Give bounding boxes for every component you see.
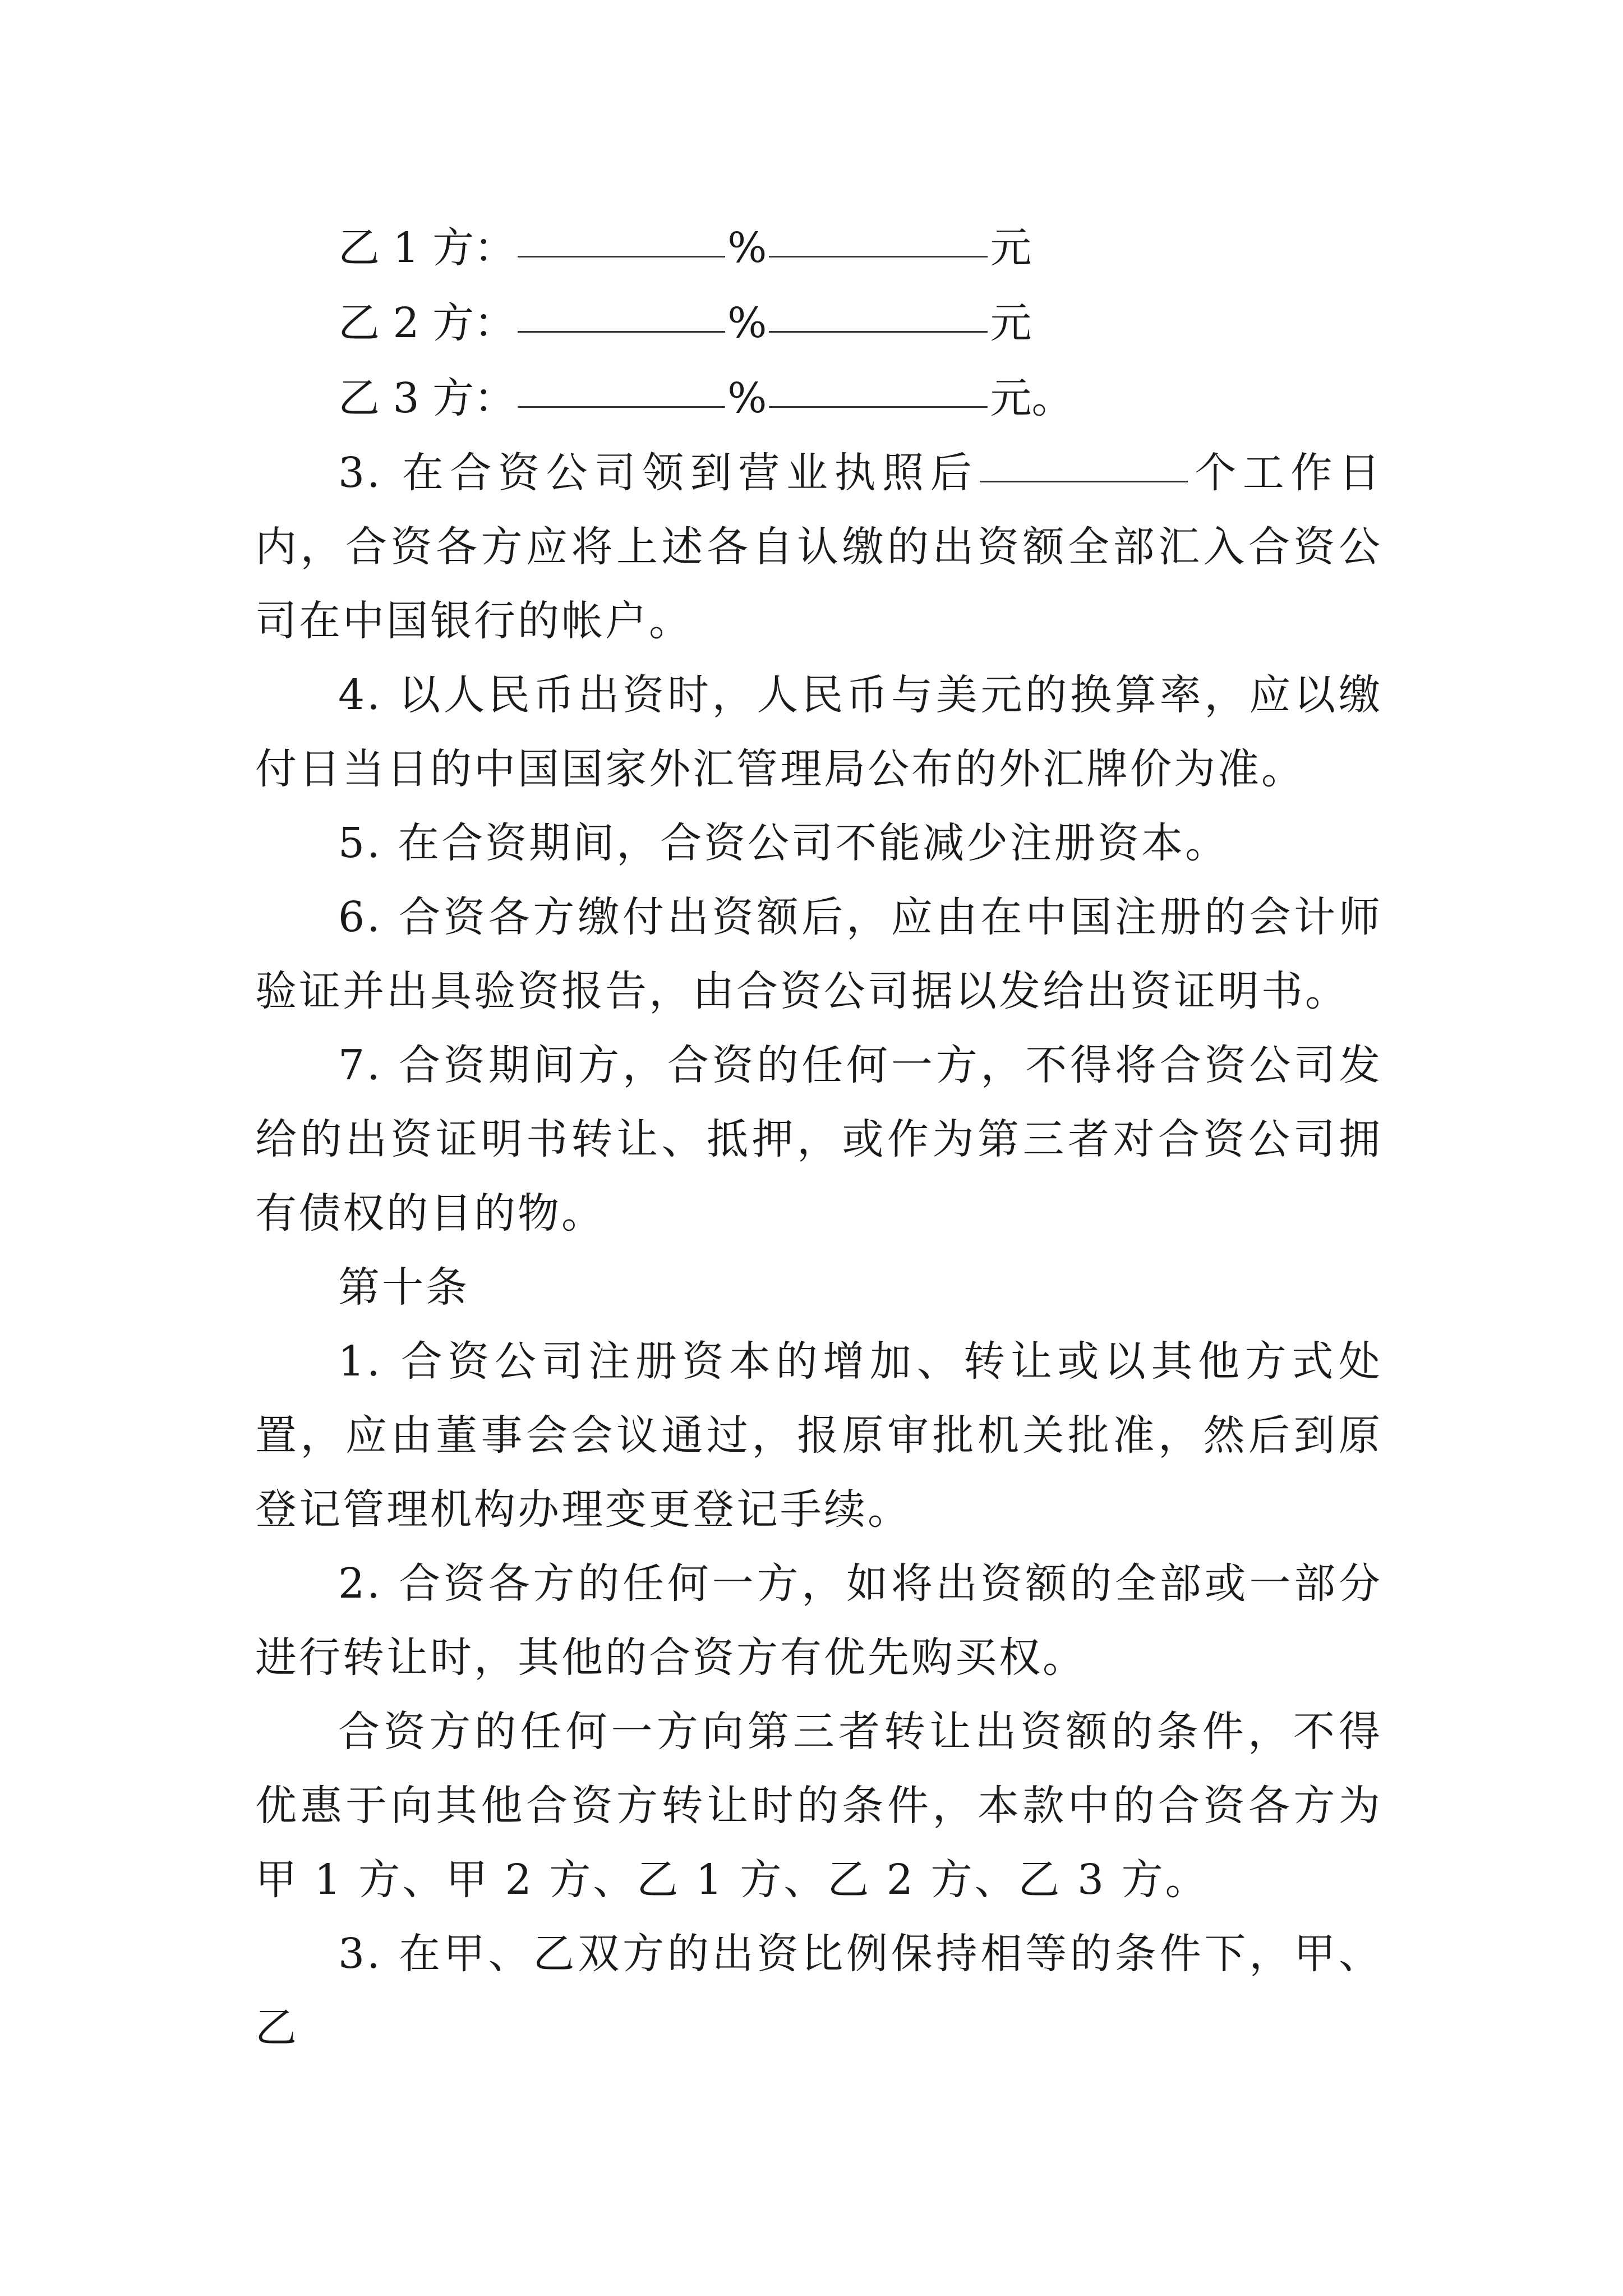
share-line-party-b3 bbox=[255, 361, 1382, 436]
clause-item-3 bbox=[255, 436, 1382, 658]
amount-blank[interactable] bbox=[769, 331, 988, 333]
article-10-item-1: 1. 合资公司注册资本的增加、转让或以其他方式处置，应由董事会会议通过，报原审批机关批准，然后到原登记管理机构办理变更登记手续。 bbox=[255, 1337, 1382, 1534]
percent-blank[interactable] bbox=[518, 331, 725, 333]
amount-blank[interactable] bbox=[769, 406, 988, 408]
percent-blank[interactable] bbox=[518, 406, 725, 408]
share-line-party-b1 bbox=[255, 210, 1382, 286]
clause-item-4: 4. 以人民币出资时，人民币与美元的换算率，应以缴付日当日的中国国家外汇管理局公布的外汇牌价为准。 bbox=[255, 671, 1382, 793]
clause-item-7: 7. 合资期间方，合资的任何一方，不得将合资公司发给的出资证明书转让、抵押，或作为第三者对合资公司拥有债权的目的物。 bbox=[255, 1041, 1382, 1237]
percent-blank[interactable] bbox=[518, 256, 725, 257]
percent-symbol: % bbox=[727, 299, 767, 347]
percent-symbol: % bbox=[727, 374, 767, 422]
clause-item-3-after: 个工作日内，合资各方应将上述各自认缴的出资额全部汇入合资公司在中国银行的帐户。 bbox=[255, 449, 1383, 645]
clause-item-3-before: 3. 在合资公司领到营业执照后 bbox=[338, 449, 979, 497]
clause-item-6: 6. 合资各方缴付出资额后，应由在中国注册的会计师验证并出具验资报告，由合资公司据以发给出资证明书。 bbox=[255, 893, 1382, 1015]
document-body bbox=[255, 210, 1382, 2065]
article-10-paragraph: 合资方的任何一方向第三者转让出资额的条件，不得优惠于向其他合资方转让时的条件，本款中的合资各方为甲 1 方、甲 2 方、乙 1 方、乙 2 方、乙 3 方。 bbox=[255, 1708, 1382, 1904]
article-10-item-2: 2. 合资各方的任何一方，如将出资额的全部或一部分进行转让时，其他的合资方有优先购买权。 bbox=[255, 1559, 1382, 1682]
party-label: 乙 3 方： bbox=[338, 374, 516, 422]
percent-symbol: % bbox=[727, 224, 767, 272]
workdays-blank[interactable] bbox=[980, 481, 1188, 482]
party-label: 乙 1 方： bbox=[338, 224, 516, 272]
unit-label: 元。 bbox=[990, 374, 1073, 422]
amount-blank[interactable] bbox=[769, 256, 988, 257]
party-label: 乙 2 方： bbox=[338, 299, 516, 347]
clause-item-5: 5. 在合资期间，合资公司不能减少注册资本。 bbox=[338, 819, 1229, 867]
article-heading: 第十条 bbox=[338, 1263, 469, 1312]
unit-label: 元 bbox=[990, 299, 1032, 347]
article-10-item-3: 3. 在甲、乙双方的出资比例保持相等的条件下，甲、乙 bbox=[255, 1930, 1382, 2052]
unit-label: 元 bbox=[990, 224, 1032, 272]
share-line-party-b2 bbox=[255, 286, 1382, 361]
